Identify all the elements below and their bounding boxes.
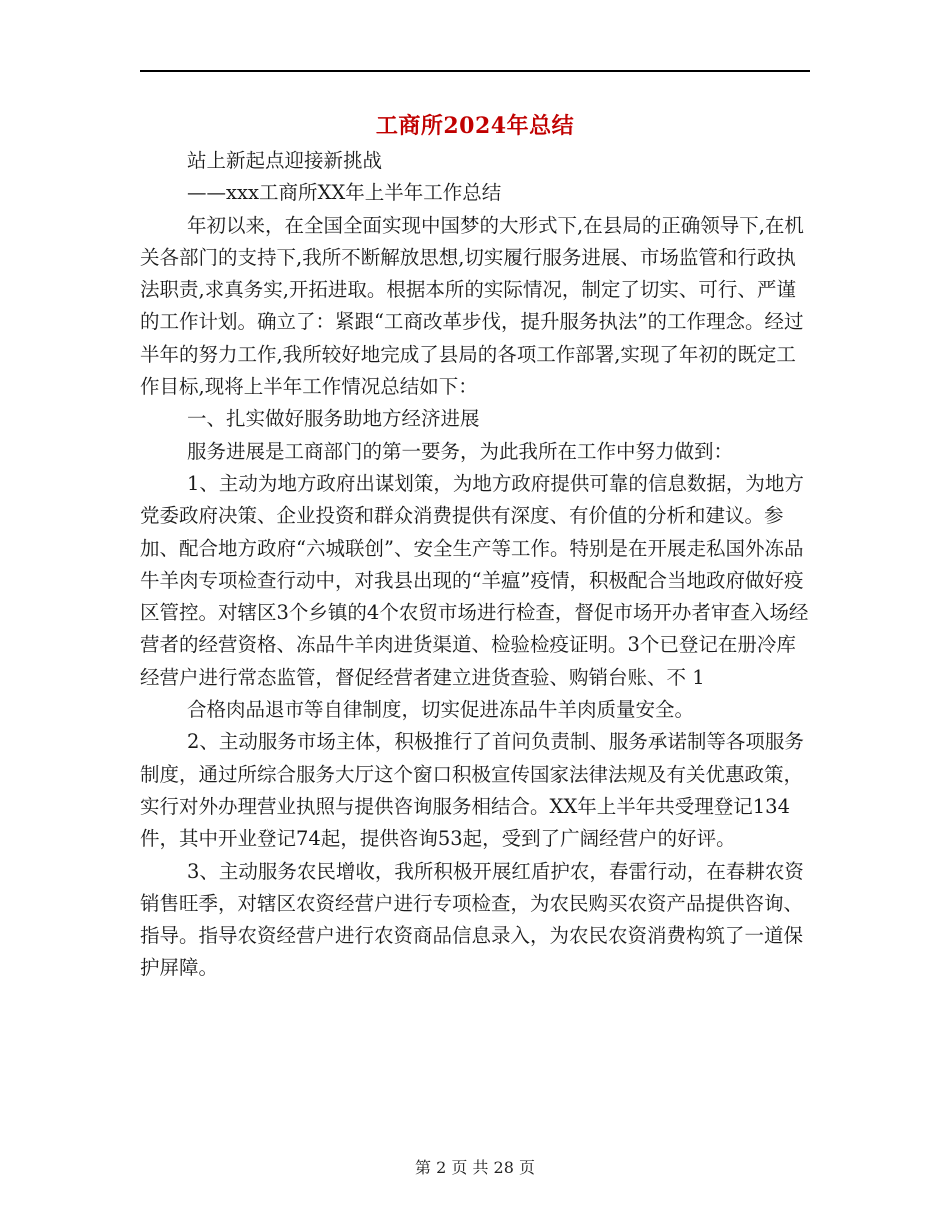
document-body — [140, 145, 810, 985]
item-2-paragraph: 2、主动服务市场主体，积极推行了首问负责制、服务承诺制等各项服务制度，通过所综合服务大厅这个窗口积极宣传国家法律法规及有关优惠政策，实行对外办理营业执照与提供咨询服务相结合。XX年上半年共受理登记134件，其中开业登记74起，提供咨询53起，受到了广阔经营户的好评。 — [140, 730, 804, 851]
intro-paragraph: 年初以来，在全国全面实现中国梦的大形式下,在县局的正确领导下,在机关各部门的支持下,我所不断解放思想,切实履行服务进展、市场监管和行政执法职责,求真务实,开拓进取。根据本所的实际情况，制定了切实、可行、严谨的工作计划。确立了：紧跟“工商改革步伐，提升服务执法”的工作理念。经过半年的努力工作,我所较好地完成了县局的各项工作部署,实现了年初的既定工作目标,现将上半年工作情况总结如下： — [140, 213, 804, 399]
subtitle-byline: ——xxx工商所XX年上半年工作总结 — [187, 181, 502, 205]
header-rule — [140, 70, 810, 72]
item-1-paragraph: 1、主动为地方政府出谋划策，为地方政府提供可靠的信息数据，为地方党委政府决策、企业投资和群众消费提供有深度、有价值的分析和建议。参加、配合地方政府“六城联创”、安全生产等工作。特别是在开展走私国外冻品牛羊肉专项检查行动中，对我县出现的“羊瘟”疫情，积极配合当地政府做好疫区管控。对辖区3个乡镇的4个农贸市场进行检查，督促市场开办者审查入场经营者的经营资格、冻品牛羊肉进货渠道、检验检疫证明。3个已登记在册冷库经营户进行常态监管，督促经营者建立进货查验、购销台账、不 1 — [140, 471, 809, 689]
document-title: 工商所2024年总结 — [375, 113, 575, 139]
subtitle: 站上新起点迎接新挑战 — [187, 149, 383, 172]
item-3-paragraph: 3、主动服务农民增收，我所积极开展红盾护农，春雷行动，在春耕农资销售旺季，对辖区农资经营户进行专项检查，为农民购买农资产品提供咨询、指导。指导农资经营户进行农资商品信息录入，为农民农资消费构筑了一道保护屏障。 — [140, 859, 804, 980]
section-intro-paragraph: 服务进展是工商部门的第一要务，为此我所在工作中努力做到： — [187, 439, 734, 463]
section-heading: 一、扎实做好服务助地方经济进展 — [187, 407, 480, 431]
item-1-continuation: 合格肉品退市等自律制度，切实促进冻品牛羊肉质量安全。 — [187, 698, 695, 722]
page-number-footer: 第 2 页 共 28 页 — [415, 1158, 535, 1177]
